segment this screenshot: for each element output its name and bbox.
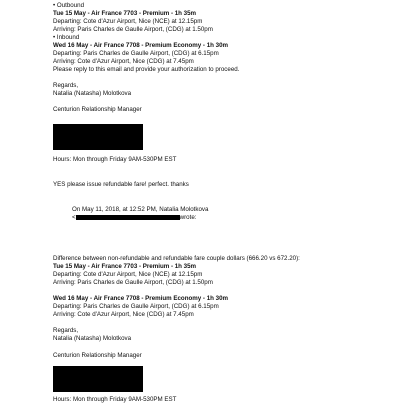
signature-title: Centurion Relationship Manager [53,106,142,113]
inbound-label: • Inbound [53,34,80,41]
outbound-label: • Outbound [53,2,85,9]
redacted-block-2 [53,366,143,392]
inbound-flight: Wed 16 May - Air France 7708 - Premium Economy - 1h 30m [53,42,229,49]
quoted-outbound-arriving: Arriving: Paris Charles de Gaulle Airport, (CDG) at 1.50pm [53,279,213,286]
quote-header: On May 11, 2018, at 12:52 PM, Natalia Molotkova [72,206,209,213]
quoted-inbound-departing: Departing: Paris Charles de Gaulle Airport, (CDG) at 6.15pm [53,303,219,310]
reply-request: Please reply to this email and provide your authorization to proceed. [53,66,240,73]
outbound-arriving: Arriving: Paris Charles de Gaulle Airport, (CDG) at 1.50pm [53,26,213,33]
redacted-block [53,124,143,150]
signature-name: Natalia (Natasha) Molotkova [53,90,132,97]
reply-message: YES please issue refundable fare! perfect. thanks [53,181,189,188]
quoted-outbound-flight: Tue 15 May - Air France 7703 - Premium - 1h 35m [53,263,197,270]
redacted-email [76,215,180,220]
quoted-inbound-arriving: Arriving: Cote d'Azur Airport, Nice (CDG) at 7.45pm [53,311,194,318]
inbound-arriving: Arriving: Cote d'Azur Airport, Nice (CDG) at 7.45pm [53,58,194,65]
quoted-signature-name: Natalia (Natasha) Molotkova [53,335,132,342]
quote-sender-line: < wrote: [72,214,197,221]
quoted-office-hours: Hours: Mon through Friday 9AM-530PM EST [53,396,177,403]
quoted-signature-title: Centurion Relationship Manager [53,352,142,359]
quoted-outbound-departing: Departing: Cote d'Azur Airport, Nice (NCE) at 12.15pm [53,271,203,278]
inbound-departing: Departing: Paris Charles de Gaulle Airport, (CDG) at 6.15pm [53,50,219,57]
outbound-departing: Departing: Cote d'Azur Airport, Nice (NCE) at 12.15pm [53,18,203,25]
outbound-flight: Tue 15 May - Air France 7703 - Premium - 1h 35m [53,10,197,17]
regards: Regards, [53,82,79,89]
office-hours: Hours: Mon through Friday 9AM-530PM EST [53,156,177,163]
fare-difference: Difference between non-refundable and refundable fare couple dollars (666.20 vs 672.20): [53,255,300,262]
quoted-inbound-flight: Wed 16 May - Air France 7708 - Premium Economy - 1h 30m [53,295,229,302]
quoted-regards: Regards, [53,327,79,334]
